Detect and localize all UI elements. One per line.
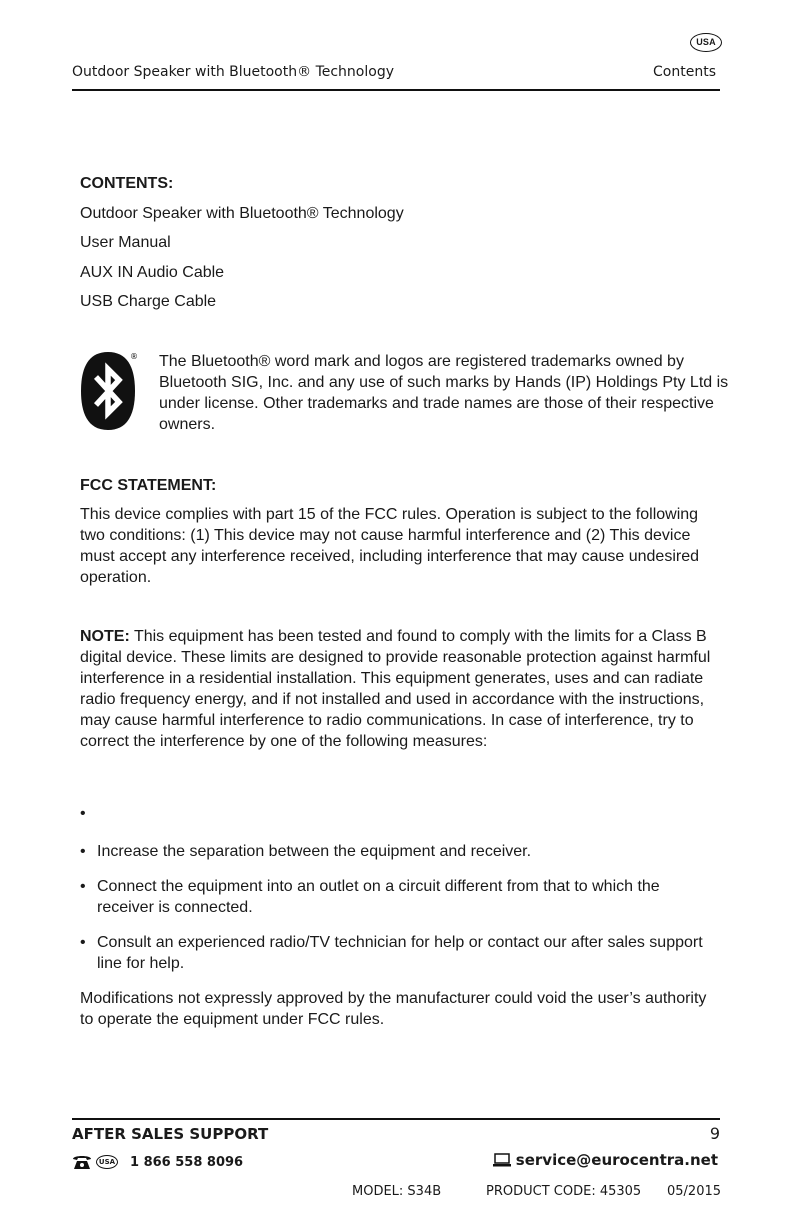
bluetooth-logo-icon xyxy=(79,350,137,432)
header-title: Outdoor Speaker with Bluetooth® Technology xyxy=(72,64,394,80)
phone-region-badge: USA xyxy=(96,1155,118,1169)
model-number: MODEL: S34B xyxy=(352,1184,442,1199)
contents-item: USB Charge Cable xyxy=(80,293,217,311)
telephone-icon xyxy=(72,1154,92,1170)
fcc-heading: FCC STATEMENT: xyxy=(80,477,217,494)
contents-item: Outdoor Speaker with Bluetooth® Technology xyxy=(80,204,404,222)
bullet-text: Connect the equipment into an outlet on a circuit different from that to which the receiver is connected. xyxy=(97,878,660,916)
bullet-dot: • xyxy=(80,805,86,822)
header-section: Contents xyxy=(653,64,716,80)
support-phone xyxy=(72,1152,243,1172)
product-code: PRODUCT CODE: 45305 xyxy=(486,1184,642,1199)
after-sales-heading: AFTER SALES SUPPORT xyxy=(72,1125,269,1143)
trademark-notice: The Bluetooth® word mark and logos are registered trademarks owned by Bluetooth SIG, Inc. and any use of such marks by Hands (IP) Holdings Pty Ltd is under license. Other trademarks and trade names are those of their respective owners. xyxy=(159,353,729,433)
contents-item: User Manual xyxy=(80,234,171,252)
fcc-note xyxy=(80,626,720,752)
bullet-text: Increase the separation between the equipment and receiver. xyxy=(97,843,532,860)
contents-section xyxy=(80,173,720,312)
support-email xyxy=(492,1151,718,1169)
footer-divider xyxy=(72,1118,720,1120)
bullet-dot: • xyxy=(80,878,86,895)
bullet-dot: • xyxy=(80,843,86,860)
bullet-text: Consult an experienced radio/TV technician for help or contact our after sales support line for help. xyxy=(97,934,703,972)
bullet-dot: • xyxy=(80,934,86,951)
fcc-closing: Modifications not expressly approved by the manufacturer could void the user’s authority to operate the equipment under FCC rules. xyxy=(80,990,707,1028)
header-divider xyxy=(72,89,720,91)
page-number: 9 xyxy=(709,1124,720,1143)
contents-item: AUX IN Audio Cable xyxy=(80,263,225,281)
note-text: This equipment has been tested and found to comply with the limits for a Class B digital device. These limits are designed to provide reasonable protection against harmful interference in a residential installation. This equipment generates, uses and can radiate radio frequency energy, and if not installed and used in accordance with the instructions, may cause harmful interference to radio communications. In case of interference, try to correct the interference by one of the following measures: xyxy=(80,628,711,750)
registered-mark: ® xyxy=(130,352,138,361)
phone-number[interactable]: 1 866 558 8096 xyxy=(130,1154,244,1170)
email-link[interactable]: service@eurocentra.net xyxy=(515,1151,718,1169)
laptop-icon xyxy=(492,1152,512,1168)
publication-date: 05/2015 xyxy=(667,1184,722,1199)
note-label: NOTE: xyxy=(80,628,130,645)
fcc-paragraph: This device complies with part 15 of the FCC rules. Operation is subject to the following two conditions: (1) This device may not cause harmful interference and (2) This device must accept any interference received, including interference that may cause undesired operation. xyxy=(80,506,700,586)
region-badge: USA xyxy=(690,33,722,52)
contents-heading: CONTENTS: xyxy=(80,175,174,192)
